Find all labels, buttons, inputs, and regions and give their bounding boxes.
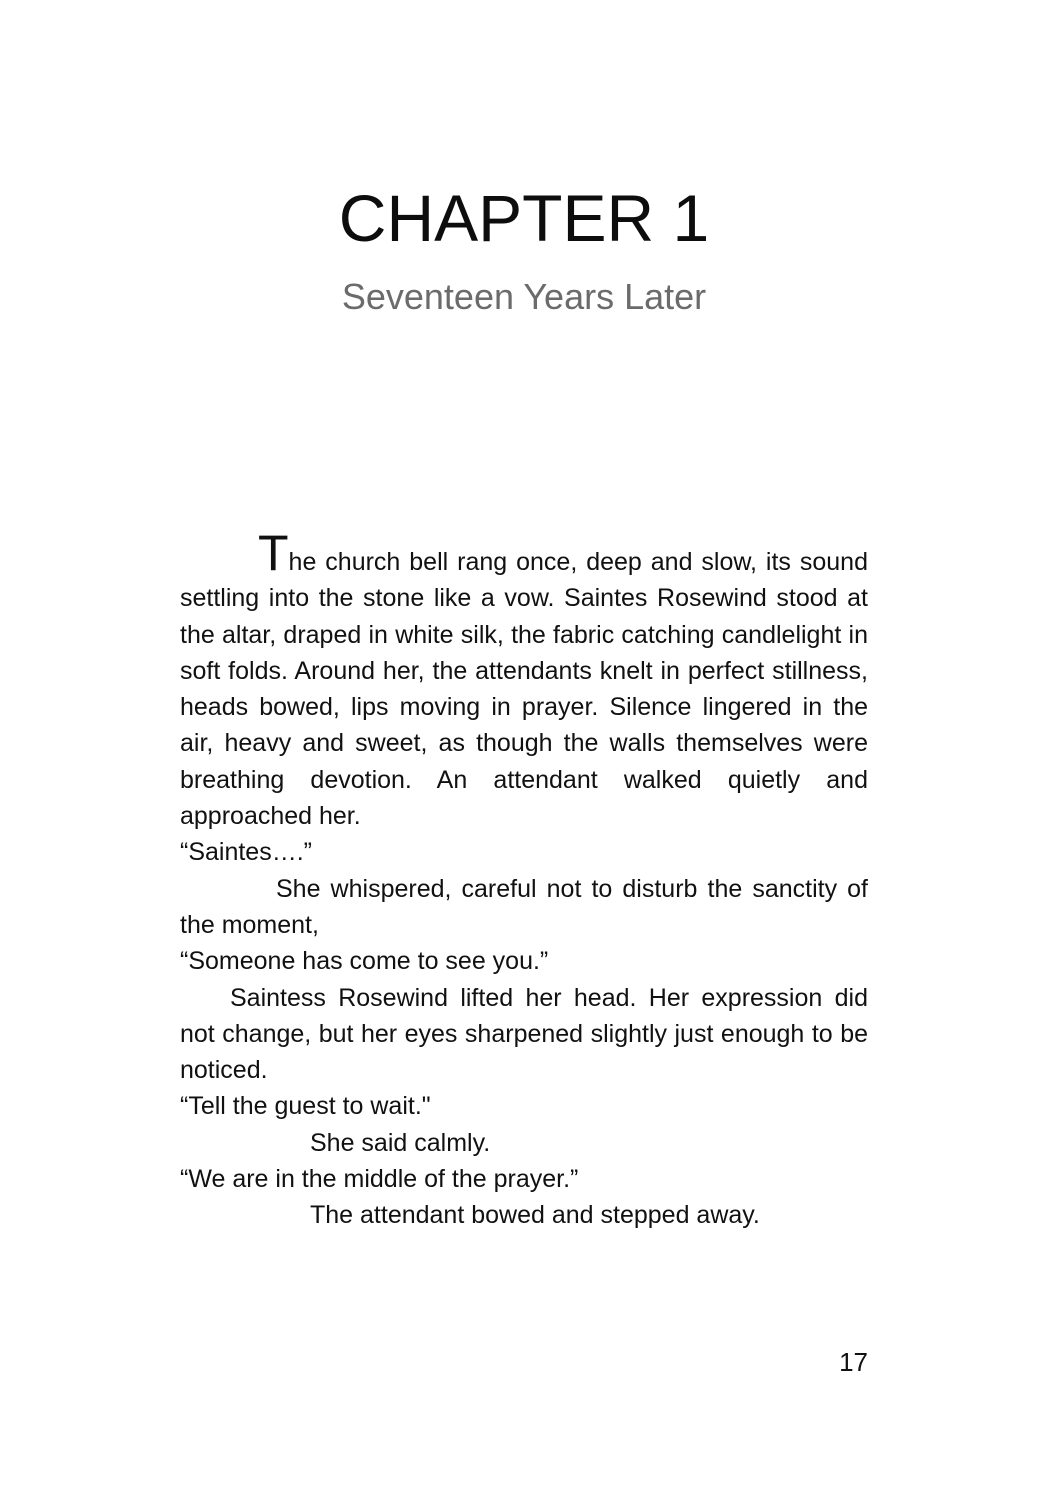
dialogue-line-2: “Someone has come to see you.” [180, 947, 549, 976]
chapter-body [180, 525, 868, 1234]
narration-line-1: She whispered, careful not to disturb the sanctity of the moment, [180, 874, 868, 939]
page-number: 17 [839, 1347, 868, 1377]
dialogue-line-4: “We are in the middle of the prayer.” [180, 1165, 579, 1194]
dialogue-line-1: “Saintes….” [180, 838, 312, 867]
drop-initial: T [258, 525, 289, 581]
narration-line-3: She said calmly. [310, 1128, 491, 1157]
narration-line-2: Saintess Rosewind lifted her head. Her expression did not change, but her eyes sharpened slightly just enough to be noticed. [180, 983, 868, 1085]
dialogue-line-3: “Tell the guest to wait." [180, 1092, 431, 1121]
narration-line-4: The attendant bowed and stepped away. [310, 1201, 760, 1230]
opening-paragraph-text: he church bell rang once, deep and slow, its sound settling into the stone like a vow. Saintes Rosewind stood at the altar, draped in white silk, the fabric catching candlelight in soft folds. Around her, the attendants knelt in perfect stillness, heads bowed, lips moving in prayer. Silence lingered in the air, heavy and sweet, as though the walls themselves were breathing devotion. An attendant walked quietly and approached her. [180, 548, 868, 831]
chapter-title: CHAPTER 1 [338, 181, 710, 255]
chapter-subtitle: Seventeen Years Later [341, 276, 707, 317]
opening-paragraph [180, 525, 868, 834]
